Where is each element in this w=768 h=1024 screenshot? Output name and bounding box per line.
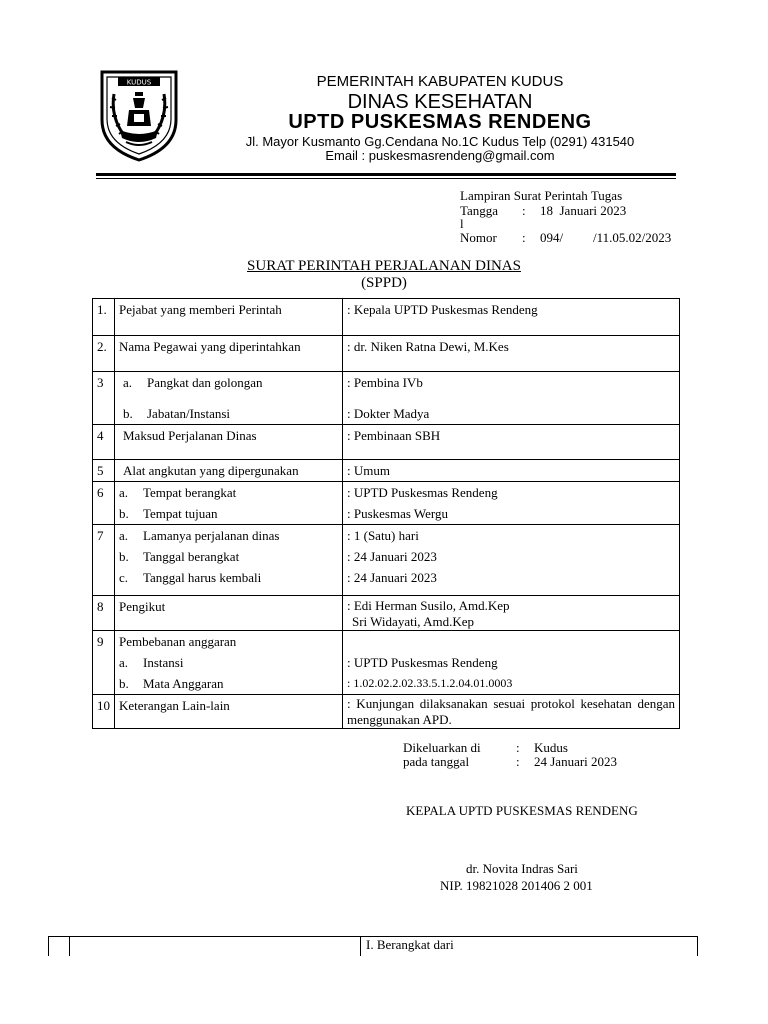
- row-number: 1.: [93, 299, 115, 336]
- issued-place-value: Kudus: [534, 740, 568, 755]
- sub-label: Pangkat dan golongan: [147, 375, 263, 390]
- table-row: [93, 482, 680, 525]
- letterhead-email: Email : puskesmasrendeng@gmail.com: [325, 148, 555, 163]
- row-number: 5: [93, 460, 115, 482]
- letterhead-institution: UPTD PUSKESMAS RENDENG: [288, 111, 592, 133]
- row-value: [343, 596, 680, 631]
- sub-value: : UPTD Puskesmas Rendeng: [347, 655, 498, 670]
- row-value: [343, 372, 680, 425]
- row-value: : dr. Niken Ratna Dewi, M.Kes: [343, 336, 680, 372]
- signatory-nip: NIP. 19821028 201406 2 001: [440, 878, 593, 893]
- row-number: 8: [93, 596, 115, 631]
- sub-marker: a.: [119, 485, 129, 500]
- sub-label: Instansi: [143, 655, 184, 670]
- sub-label: Tempat berangkat: [143, 485, 237, 500]
- document-title: [0, 258, 768, 275]
- signatory-name: dr. Novita Indras Sari: [466, 861, 578, 876]
- table-row: [93, 425, 680, 460]
- sub-marker: b.: [119, 676, 129, 691]
- sub-marker: a.: [123, 375, 133, 390]
- lampiran-nomor-separator: :: [522, 230, 526, 245]
- lampiran-tanggal-label-wrap: l: [460, 216, 464, 231]
- table-row: [93, 695, 680, 729]
- row-number: 3: [93, 372, 115, 425]
- table-row: [93, 596, 680, 631]
- sub-value: : 1.02.02.2.02.33.5.1.2.04.01.0003: [347, 676, 513, 690]
- letterhead-thick-rule: [96, 173, 676, 176]
- row-label: Pengikut: [115, 596, 343, 631]
- row-label: Keterangan Lain-lain: [115, 695, 343, 729]
- sub-value: : Edi Herman Susilo, Amd.Kep: [347, 598, 510, 613]
- sub-label: Jabatan/Instansi: [147, 406, 231, 421]
- signatory-title: KEPALA UPTD PUSKESMAS RENDENG: [406, 803, 638, 818]
- table-border: [697, 936, 698, 956]
- table-border: [69, 936, 70, 956]
- travel-record-cell-departure: I. Berangkat dari: [366, 937, 454, 952]
- sppd-table: [92, 298, 680, 729]
- table-row: [93, 525, 680, 596]
- letterhead-department: DINAS KESEHATAN: [347, 91, 533, 113]
- table-border: [48, 936, 49, 956]
- issued-place-separator: :: [516, 740, 520, 755]
- sub-marker: a.: [119, 655, 129, 670]
- issued-place-label: Dikeluarkan di: [403, 740, 481, 755]
- sub-marker: b.: [119, 549, 129, 564]
- sub-marker: a.: [119, 528, 129, 543]
- sub-label: Mata Anggaran: [143, 676, 224, 691]
- table-row: [93, 631, 680, 695]
- sub-value: : Pembina IVb: [347, 375, 423, 390]
- travel-record-table: [48, 936, 698, 956]
- lampiran-tanggal-separator: :: [522, 203, 526, 218]
- sub-label: Tanggal berangkat: [143, 549, 240, 564]
- sub-label: Lamanya perjalanan dinas: [143, 528, 280, 543]
- issued-date-separator: :: [516, 754, 520, 769]
- row-value: : Kepala UPTD Puskesmas Rendeng: [343, 299, 680, 336]
- row-number: 6: [93, 482, 115, 525]
- sub-label: Tempat tujuan: [143, 506, 218, 521]
- table-row: [93, 460, 680, 482]
- row-value: : Pembinaan SBH: [343, 425, 680, 460]
- sub-value: : Dokter Madya: [347, 406, 430, 421]
- sub-label: Tanggal harus kembali: [143, 570, 262, 585]
- row-number: 9: [93, 631, 115, 695]
- row-label: [115, 525, 343, 596]
- sub-value: : 24 Januari 2023: [347, 549, 437, 564]
- sub-marker: b.: [123, 406, 133, 421]
- lampiran-nomor-suffix: /11.05.02/2023: [593, 230, 672, 245]
- row-value: [343, 482, 680, 525]
- sub-value: : 24 Januari 2023: [347, 570, 437, 585]
- letterhead-government: PEMERINTAH KABUPATEN KUDUS: [316, 73, 564, 90]
- issued-date-label: pada tanggal: [403, 754, 470, 769]
- row-number: 4: [93, 425, 115, 460]
- row-label: Pejabat yang memberi Perintah: [115, 299, 343, 336]
- sub-marker: b.: [119, 506, 129, 521]
- row-label: Maksud Perjalanan Dinas: [115, 425, 343, 460]
- letterhead-thin-rule: [96, 178, 676, 179]
- issued-date-value: 24 Januari 2023: [534, 754, 618, 769]
- row-label: [115, 372, 343, 425]
- row-value: [343, 525, 680, 596]
- sub-value: : Puskesmas Wergu: [347, 506, 449, 521]
- row-value: : Kunjungan dilaksanakan sesuai protokol kesehatan dengan menggunakan APD.: [343, 695, 680, 729]
- sub-value: : UPTD Puskesmas Rendeng: [347, 485, 498, 500]
- row-label: Alat angkutan yang dipergunakan: [115, 460, 343, 482]
- table-row: [93, 299, 680, 336]
- lampiran-tanggal-label: Tangga: [460, 203, 499, 218]
- row-number: 7: [93, 525, 115, 596]
- sub-value: Sri Widayati, Amd.Kep: [352, 614, 475, 629]
- logo-label: KUDUS: [126, 78, 152, 87]
- row-value: : Umum: [343, 460, 680, 482]
- table-row: [93, 336, 680, 372]
- row-value: [343, 631, 680, 695]
- letterhead-address: Jl. Mayor Kusmanto Gg.Cendana No.1C Kudus Telp (0291) 431540: [245, 134, 635, 149]
- document-title-text: SURAT PERINTAH PERJALANAN DINAS: [247, 258, 521, 274]
- lampiran-tanggal-value: 18 Januari 2023: [540, 203, 627, 218]
- sub-marker: c.: [119, 570, 129, 585]
- lampiran-nomor-value: 094/: [540, 230, 564, 245]
- lampiran-nomor-label: Nomor: [460, 230, 497, 245]
- table-border: [360, 936, 361, 956]
- sub-label: Pembebanan anggaran: [119, 634, 237, 649]
- lampiran-heading: Lampiran Surat Perintah Tugas: [460, 188, 623, 203]
- row-label: Nama Pegawai yang diperintahkan: [115, 336, 343, 372]
- sub-value: : 1 (Satu) hari: [347, 528, 419, 543]
- row-label: [115, 482, 343, 525]
- row-label: [115, 631, 343, 695]
- table-row: [93, 372, 680, 425]
- row-number: 10: [93, 695, 115, 729]
- row-number: 2.: [93, 336, 115, 372]
- document-subtitle: (SPPD): [361, 275, 407, 291]
- kudus-coat-of-arms-logo: [96, 68, 182, 162]
